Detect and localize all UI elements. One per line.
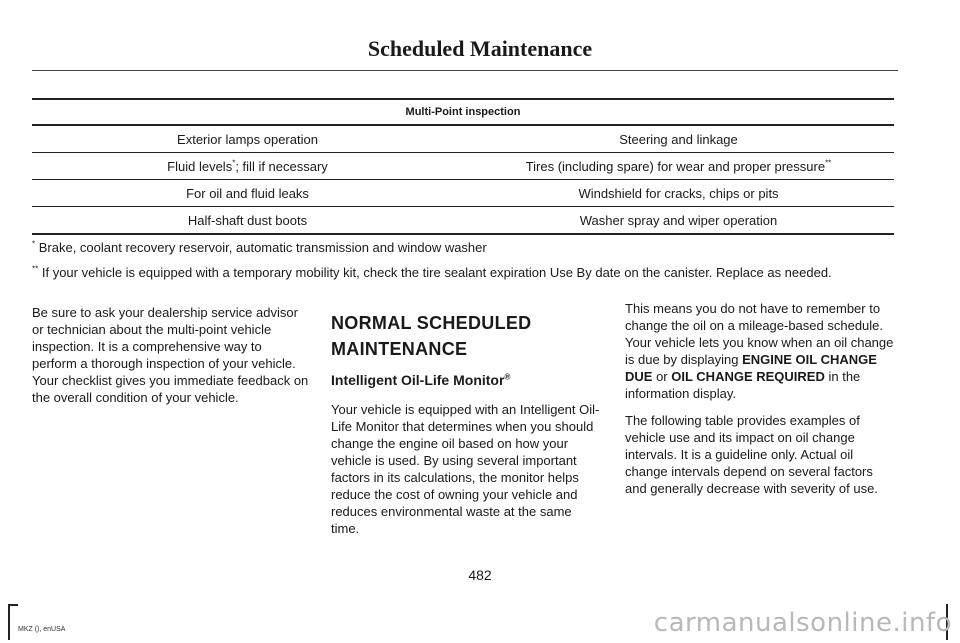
cell-text: Windshield for cracks, chips or pits [578, 185, 779, 201]
cell-text: Exterior lamps operation [177, 131, 318, 147]
footnote-marker: * [232, 158, 236, 168]
footnote-text: If your vehicle is equipped with a temporary mobility kit, check the tire sealant expiration Use By date on the canister. Replace as needed. [41, 265, 832, 280]
table-cell [463, 207, 894, 235]
body-paragraph [625, 300, 897, 402]
body-paragraph: Be sure to ask your dealership service advisor or technician about the multi-point vehicle inspection. It is a comprehensive way to perform a thorough inspection of your vehicle. Your checklist gives you immediate feedback on the overall condition of your vehicle. [32, 305, 309, 405]
model-code: MKZ (), enUSA [18, 626, 66, 633]
table-row [32, 125, 894, 153]
footnote-marker: ** [32, 264, 39, 274]
text-run: This means you do not have to remember to change the oil on a mileage-based schedule. Your vehicle lets you know when an oil change is due by displaying [625, 301, 894, 367]
multi-point-inspection-table [32, 98, 894, 235]
column-1 [32, 304, 310, 416]
column-2 [331, 304, 601, 547]
column-3 [625, 300, 897, 507]
table-cell [32, 207, 463, 235]
cell-text: Half-shaft dust boots [187, 212, 308, 228]
footnote-marker: ** [825, 158, 832, 168]
footnote-marker: * [32, 239, 36, 249]
table-row [32, 207, 894, 235]
cell-text: Fluid levels [167, 158, 233, 174]
cell-text: Tires (including spare) for wear and proper pressure [525, 158, 826, 174]
table-title: Multi-Point inspection [32, 99, 894, 125]
table-header-row [32, 99, 894, 125]
text-run: or [652, 369, 672, 384]
subsection-heading [331, 372, 601, 389]
subheading-text: Intelligent Oil-Life Monitor [331, 372, 505, 388]
heading-line: MAINTENANCE [331, 339, 468, 359]
crop-mark [8, 604, 18, 606]
table-cell [463, 125, 894, 153]
table-row [32, 153, 894, 180]
table-cell [32, 180, 463, 207]
cell-text: Washer spray and wiper operation [579, 212, 778, 228]
table-row [32, 180, 894, 207]
footnote-1 [32, 240, 487, 255]
display-message: ENGINE OIL CHANGE DUE [625, 352, 877, 384]
text-run: in the information display. [625, 369, 861, 401]
table-cell [32, 125, 463, 153]
footnote-text: Brake, coolant recovery reservoir, automatic transmission and window washer [38, 240, 487, 255]
body-paragraph: Your vehicle is equipped with an Intelligent Oil-Life Monitor that determines when you should change the engine oil based on how your vehicle is used. By using several important factors in its calculations, the monitor helps reduce the cost of owning your vehicle and reduces environmental waste at the same time. [331, 402, 600, 536]
table-cell [463, 180, 894, 207]
cell-text: Steering and linkage [619, 131, 738, 147]
crop-mark [8, 604, 10, 640]
registered-mark: ® [504, 372, 511, 382]
table-cell [463, 153, 894, 180]
header-divider [32, 70, 898, 71]
page-number: 482 [468, 567, 492, 583]
heading-line: NORMAL SCHEDULED [331, 313, 532, 333]
section-heading [331, 310, 601, 362]
display-message: OIL CHANGE REQUIRED [671, 369, 825, 384]
cell-text: ; fill if necessary [235, 158, 328, 174]
page-header-title: Scheduled Maintenance [367, 36, 593, 61]
cell-text: For oil and fluid leaks [186, 185, 309, 201]
body-paragraph: The following table provides examples of vehicle use and its impact on oil change intervals. It is a guideline only. Actual oil change intervals depend on several factors and generally decrease with severity of use. [625, 413, 878, 496]
table-cell [32, 153, 463, 180]
footnote-2 [32, 265, 832, 280]
watermark: carmanualsonline.info [653, 608, 952, 638]
